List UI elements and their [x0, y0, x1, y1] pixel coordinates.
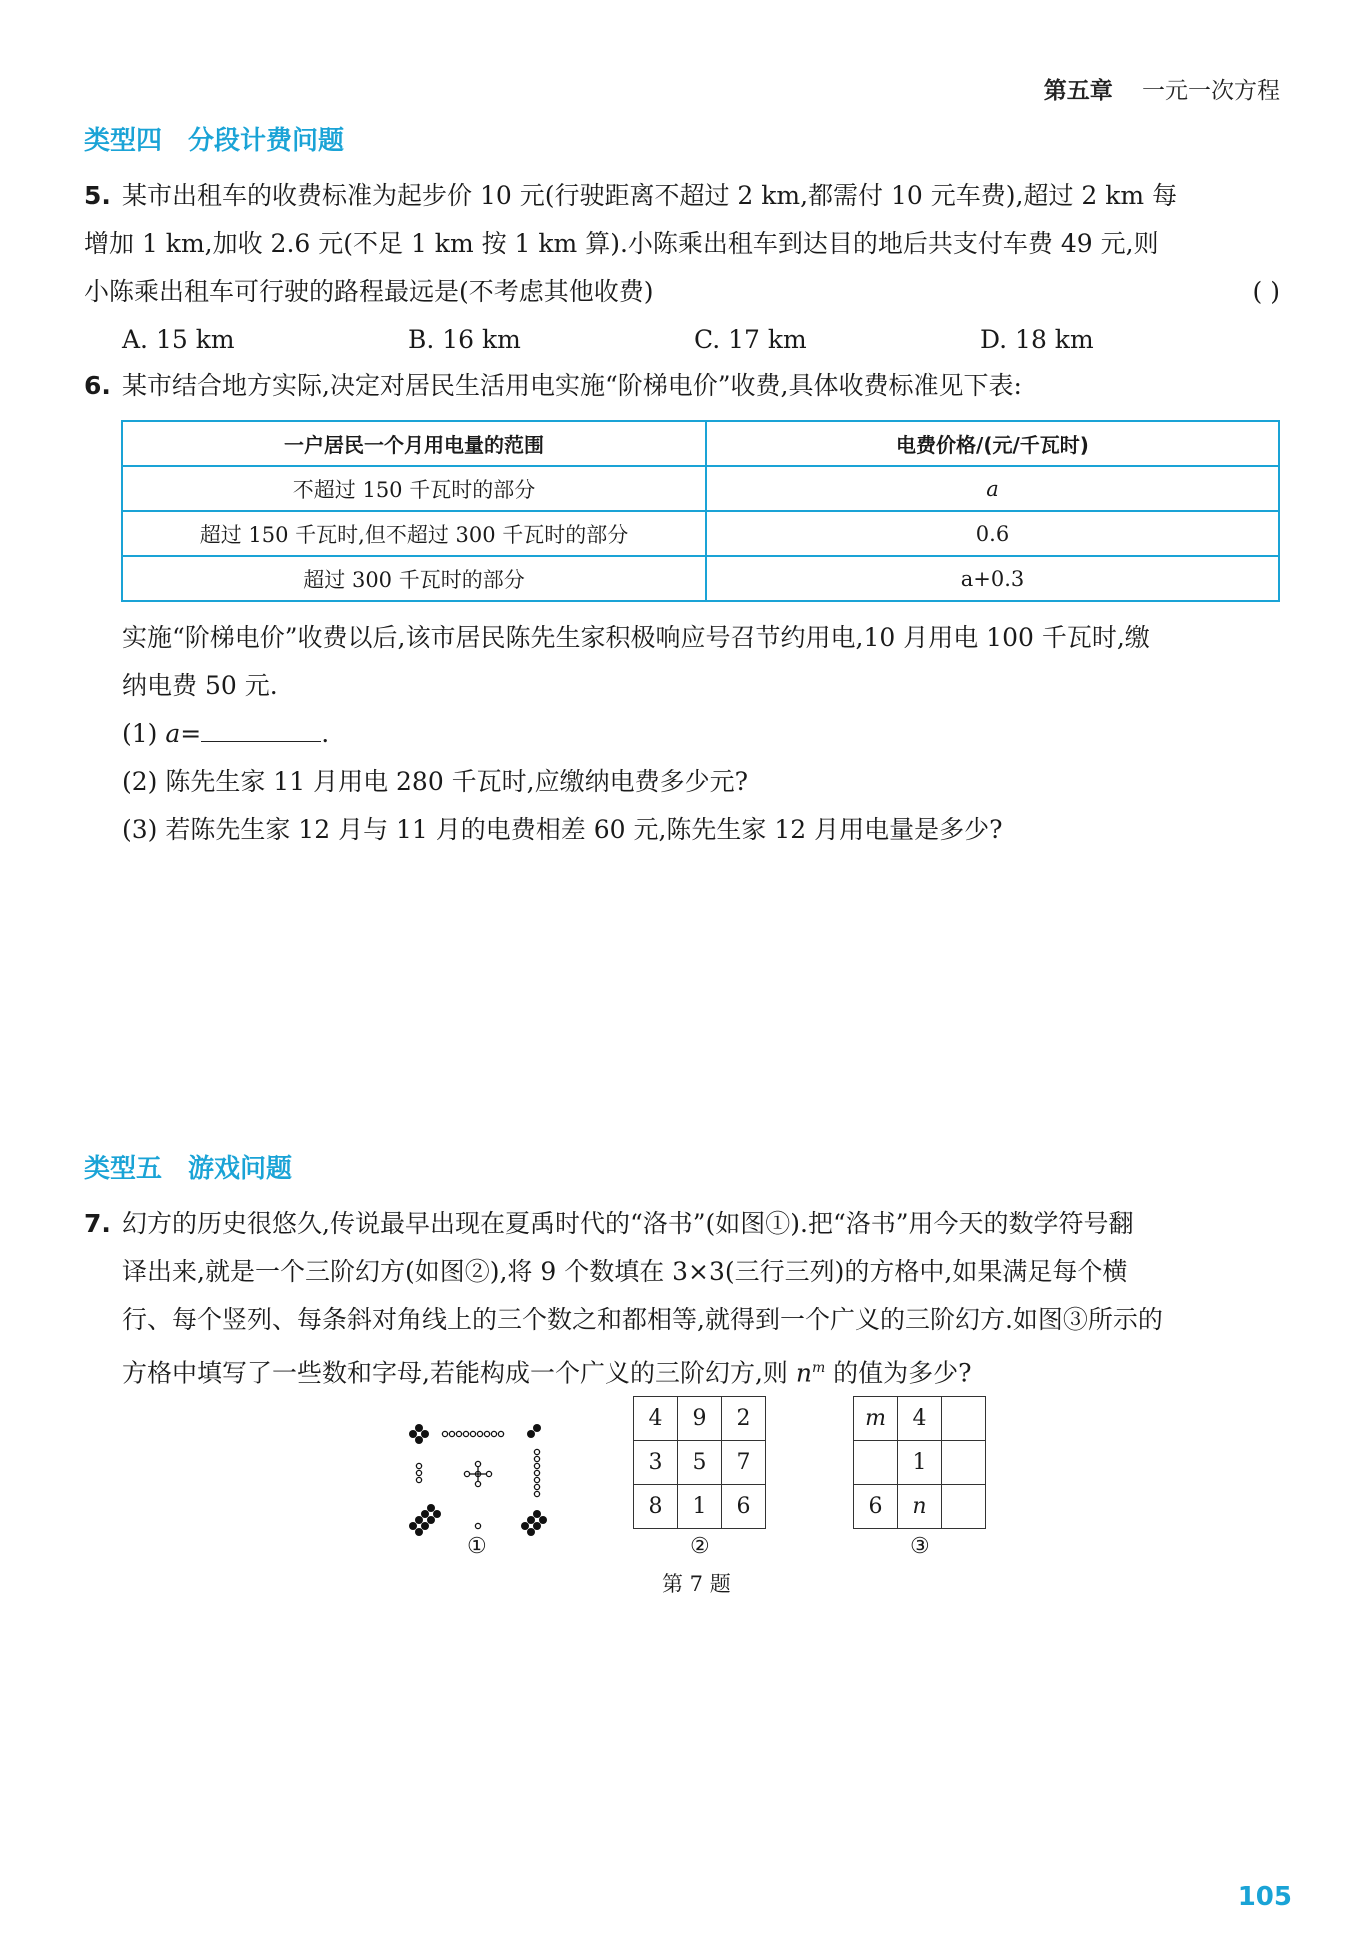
sub-question-1	[84, 710, 1280, 758]
table-row	[122, 556, 1279, 601]
section-label: 类型四	[84, 126, 163, 156]
text-part: 的值为多少?	[825, 1358, 972, 1388]
grid-cell: 5	[678, 1441, 722, 1485]
question-text: 某市出租车的收费标准为起步价 10 元(行驶距离不超过 2 km,都需付 10 元车费),超过 2 km 每	[122, 181, 1178, 210]
sub-question-label: (1)	[122, 719, 166, 748]
chapter-title: 一元一次方程	[1142, 78, 1280, 104]
section-title-5	[84, 1148, 292, 1185]
question-text: 译出来,就是一个三阶幻方(如图②),将 9 个数填在 3×3(三行三列)的方格中,如果满足每个横	[122, 1257, 1128, 1286]
table-cell: 0.6	[706, 511, 1279, 556]
question-number: 7.	[84, 1209, 111, 1238]
grid-cell: 6	[722, 1485, 766, 1529]
grid-cell: 7	[722, 1441, 766, 1485]
question-number: 6.	[84, 371, 111, 400]
option-b[interactable]: B. 16 km	[408, 325, 521, 354]
sub-question-2: (2) 陈先生家 11 月用电 280 千瓦时,应缴纳电费多少元?	[122, 767, 749, 796]
table-cell: a+0.3	[706, 556, 1279, 601]
variable-n: n	[795, 1358, 812, 1388]
exponent-m: m	[811, 1360, 826, 1376]
question-text: 实施“阶梯电价”收费以后,该市居民陈先生家积极响应号召节约用电,10 月用电 100 千瓦时,缴	[122, 623, 1150, 652]
grid-cell: 9	[678, 1397, 722, 1441]
chapter-header	[1044, 72, 1280, 105]
table-header-row	[122, 421, 1279, 466]
figure-caption: 第 7 题	[662, 1572, 731, 1596]
magic-square-figure-3	[853, 1396, 986, 1529]
figure-label-2: ②	[690, 1534, 710, 1559]
answer-blank[interactable]	[201, 711, 321, 742]
grid-row	[854, 1397, 986, 1441]
figure-label-1: ①	[467, 1534, 487, 1559]
luoshu-figure	[405, 1420, 555, 1540]
grid-cell: 4	[634, 1397, 678, 1441]
grid-cell: 3	[634, 1441, 678, 1485]
option-c[interactable]: C. 17 km	[694, 325, 807, 354]
variable: a	[165, 719, 181, 748]
grid-cell	[942, 1485, 986, 1529]
question-7-figures	[0, 1390, 1350, 1610]
grid-cell	[942, 1397, 986, 1441]
table-header: 一户居民一个月用电量的范围	[122, 421, 706, 466]
equals-sign: =	[180, 719, 202, 748]
question-text: 纳电费 50 元.	[122, 671, 278, 700]
magic-square-figure-2	[633, 1396, 766, 1529]
grid-cell: 6	[854, 1485, 898, 1529]
section-name: 游戏问题	[188, 1154, 293, 1184]
chapter-number: 第五章	[1043, 78, 1113, 104]
period: .	[321, 719, 330, 748]
table-cell: 不超过 150 千瓦时的部分	[122, 466, 706, 511]
answer-paren: ( )	[1252, 277, 1280, 306]
table-row	[122, 466, 1279, 511]
grid-cell: 4	[898, 1397, 942, 1441]
text-part: 方格中填写了一些数和字母,若能构成一个广义的三阶幻方,则	[122, 1358, 796, 1388]
section-label: 类型五	[84, 1154, 163, 1184]
grid-row	[854, 1485, 986, 1529]
table-header: 电费价格/(元/千瓦时)	[706, 421, 1279, 466]
question-text: 某市结合地方实际,决定对居民生活用电实施“阶梯电价”收费,具体收费标准见下表:	[122, 371, 1022, 400]
grid-cell: n	[898, 1485, 942, 1529]
question-text: 行、每个竖列、每条斜对角线上的三个数之和都相等,就得到一个广义的三阶幻方.如图③所示的	[122, 1305, 1163, 1334]
table-cell: 超过 300 千瓦时的部分	[122, 556, 706, 601]
table-row	[122, 511, 1279, 556]
grid-row	[634, 1441, 766, 1485]
grid-row	[634, 1397, 766, 1441]
grid-cell: 2	[722, 1397, 766, 1441]
grid-cell: 1	[898, 1441, 942, 1485]
grid-cell: 1	[678, 1485, 722, 1529]
section-name: 分段计费问题	[188, 126, 345, 156]
grid-cell	[942, 1441, 986, 1485]
section-title-4	[84, 120, 344, 157]
question-7	[84, 1200, 1280, 1397]
question-number: 5.	[84, 181, 111, 210]
table-cell: a	[706, 466, 1279, 511]
option-a[interactable]: A. 15 km	[122, 325, 235, 354]
electricity-price-table	[121, 420, 1280, 602]
answer-options	[84, 316, 1280, 364]
question-text: 小陈乘出租车可行驶的路程最远是(不考虑其他收费)	[84, 277, 654, 306]
question-6-continued	[84, 614, 1280, 854]
grid-row	[854, 1441, 986, 1485]
grid-cell: 8	[634, 1485, 678, 1529]
table-cell: 超过 150 千瓦时,但不超过 300 千瓦时的部分	[122, 511, 706, 556]
sub-question-3: (3) 若陈先生家 12 月与 11 月的电费相差 60 元,陈先生家 12 月用电量是多少?	[122, 815, 1003, 844]
page-number: 105	[1237, 1882, 1292, 1912]
grid-row	[634, 1485, 766, 1529]
option-d[interactable]: D. 18 km	[980, 325, 1094, 354]
grid-cell	[854, 1441, 898, 1485]
figure-label-3: ③	[910, 1534, 930, 1559]
question-text: 增加 1 km,加收 2.6 元(不足 1 km 按 1 km 算).小陈乘出租车到达目的地后共支付车费 49 元,则	[84, 229, 1159, 258]
question-5	[84, 172, 1280, 364]
grid-cell: m	[854, 1397, 898, 1441]
question-6	[84, 362, 1280, 410]
question-text: 幻方的历史很悠久,传说最早出现在夏禹时代的“洛书”(如图①).把“洛书”用今天的数学符号翻	[122, 1209, 1134, 1238]
